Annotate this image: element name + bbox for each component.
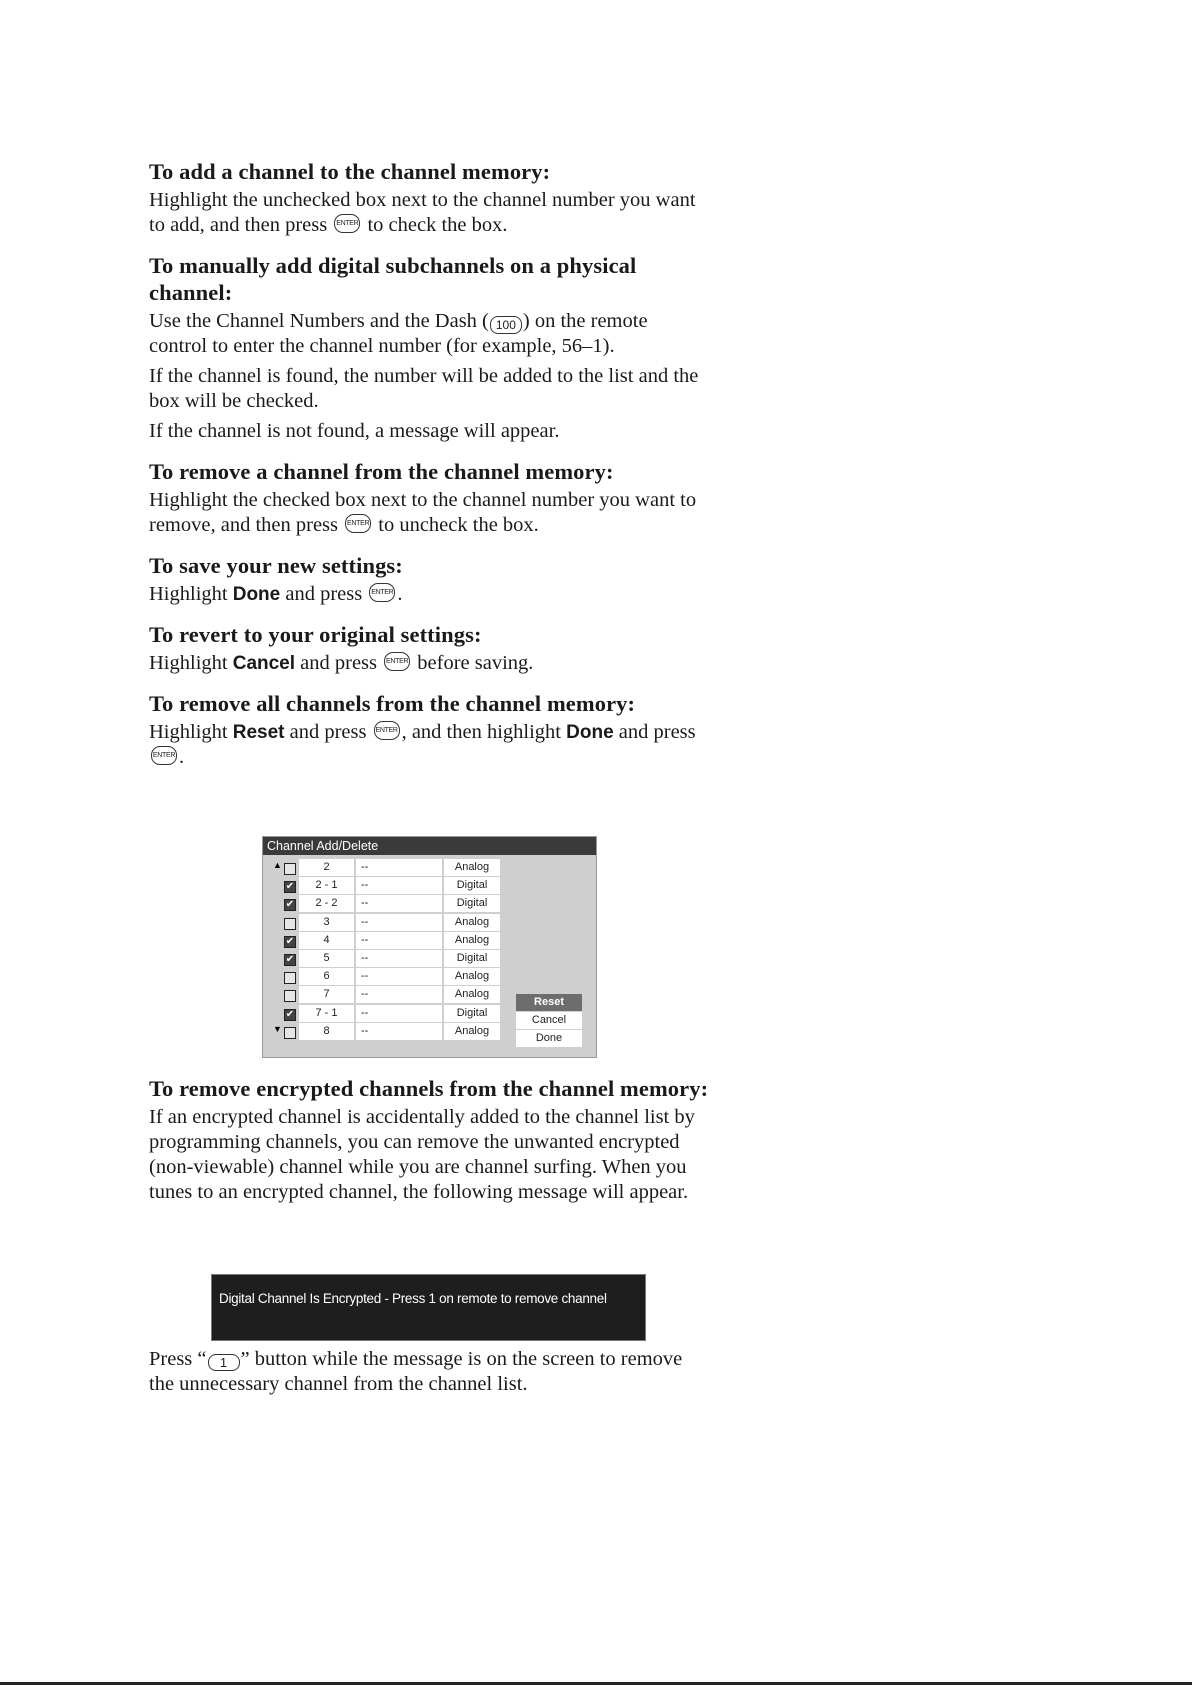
channel-row[interactable] — [263, 950, 503, 968]
channel-name: -- — [356, 1005, 442, 1022]
encrypted-section — [149, 1075, 709, 1210]
section-heading: To manually add digital subchannels on a physical channel: — [149, 253, 637, 305]
section-heading: To remove a channel from the channel memory: — [149, 459, 614, 484]
channel-number: 7 - 1 — [299, 1005, 354, 1022]
section-heading: To revert to your original settings: — [149, 622, 482, 647]
channel-name: -- — [356, 968, 442, 985]
section-heading: To remove all channels from the channel memory: — [149, 691, 636, 716]
channel-name: -- — [356, 950, 442, 967]
channel-add-delete-screen — [262, 836, 597, 1058]
channel-number: 4 — [299, 932, 354, 949]
channel-type: Digital — [444, 895, 500, 912]
channel-row[interactable] — [263, 1005, 503, 1023]
channel-checkbox[interactable]: ✔ — [285, 954, 295, 965]
section-remove-all — [149, 690, 709, 770]
scroll-up-icon[interactable]: ▲ — [273, 860, 282, 870]
channel-name: -- — [356, 1023, 442, 1040]
channel-type: Analog — [444, 986, 500, 1003]
encrypted-message-banner: Digital Channel Is Encrypted - Press 1 on remote to remove channel — [211, 1274, 646, 1341]
channel-checkbox[interactable] — [284, 972, 296, 984]
section-revert-settings — [149, 621, 709, 676]
section-body: Highlight Done and press ENTER . — [149, 583, 403, 605]
channel-type: Digital — [444, 950, 500, 967]
channel-row[interactable] — [263, 968, 503, 986]
enter-key-icon: ENTER — [374, 721, 400, 740]
channel-name: -- — [356, 877, 442, 894]
done-button[interactable]: Done — [516, 1030, 582, 1047]
channel-checkbox[interactable]: ✔ — [285, 935, 295, 947]
enter-key-icon: ENTER — [384, 652, 410, 671]
channel-name: -- — [356, 986, 442, 1003]
channel-type: Analog — [444, 859, 500, 876]
channel-checkbox[interactable]: ✔ — [285, 899, 295, 911]
channel-type: Digital — [444, 1005, 500, 1022]
channel-row[interactable] — [263, 877, 503, 895]
channel-row[interactable] — [263, 1023, 503, 1041]
channel-number: 8 — [299, 1023, 354, 1040]
section-body: If the channel is found, the number will be added to the list and the box will be checked. — [149, 365, 699, 412]
channel-number: 7 — [299, 986, 354, 1003]
section-body: Highlight the unchecked box next to the channel number you want to add, and then press ENTER to check the box. — [149, 189, 696, 236]
screen-title: Channel Add/Delete — [263, 837, 596, 855]
section-body: Highlight Reset and press ENTER , and then highlight Done and press ENTER . — [149, 721, 696, 768]
channel-name: -- — [356, 914, 442, 931]
channel-number: 6 — [299, 968, 354, 985]
channel-number: 2 - 1 — [299, 877, 354, 894]
section-heading: To add a channel to the channel memory: — [149, 159, 551, 184]
section-body: If an encrypted channel is accidentally added to the channel list by programming channels, you can remove the unwanted encrypted (non-viewable) channel while you are channel surfing. When you tunes to an encrypted channel, the following message will appear. — [149, 1106, 695, 1203]
section-body: Use the Channel Numbers and the Dash ( 100 ) on the remote control to enter the channel number (for example, 56–1). — [149, 310, 648, 357]
channel-checkbox[interactable] — [284, 863, 296, 875]
reset-button[interactable]: Reset — [516, 994, 582, 1011]
channel-row[interactable] — [263, 914, 503, 932]
channel-type: Analog — [444, 1023, 500, 1040]
channel-number: 2 — [299, 859, 354, 876]
section-add-subchannels — [149, 252, 709, 444]
enter-key-icon: ENTER — [369, 583, 395, 602]
channel-checkbox[interactable]: ✔ — [285, 1008, 295, 1020]
channel-name: -- — [356, 859, 442, 876]
channel-type: Analog — [444, 914, 500, 931]
channel-checkbox[interactable]: ✔ — [285, 881, 295, 893]
section-heading: To save your new settings: — [149, 553, 403, 578]
section-save-settings — [149, 552, 709, 607]
final-instruction — [149, 1347, 709, 1402]
section-body: Highlight the checked box next to the channel number you want to remove, and then press ENTER to uncheck the box. — [149, 489, 697, 536]
hundred-key-icon: 100 — [490, 316, 522, 334]
scroll-down-icon[interactable]: ▼ — [273, 1023, 282, 1034]
cancel-button[interactable]: Cancel — [516, 1012, 582, 1029]
section-remove-channel — [149, 458, 709, 538]
section-body: Press “ 1 ” button while the message is on the screen to remove the unnecessary channel from the channel list. — [149, 1348, 683, 1395]
enter-key-icon: ENTER — [151, 746, 177, 765]
channel-number: 3 — [299, 914, 354, 931]
channel-checkbox[interactable] — [284, 1027, 296, 1039]
channel-type: Analog — [444, 932, 500, 949]
channel-type: Digital — [444, 877, 500, 894]
channel-row[interactable] — [263, 895, 503, 913]
section-add-channel — [149, 158, 709, 238]
channel-checkbox[interactable] — [284, 918, 296, 930]
channel-row[interactable] — [263, 859, 503, 877]
enter-key-icon: ENTER — [345, 514, 371, 533]
channel-row[interactable] — [263, 932, 503, 950]
channel-number: 2 - 2 — [299, 895, 354, 912]
channel-checkbox[interactable] — [284, 990, 296, 1002]
channel-number: 5 — [299, 950, 354, 967]
enter-key-icon: ENTER — [334, 214, 360, 233]
channel-row[interactable] — [263, 986, 503, 1004]
section-body: If the channel is not found, a message will appear. — [149, 420, 560, 442]
section-body: Highlight Cancel and press ENTER before saving. — [149, 652, 534, 674]
one-key-icon: 1 — [208, 1354, 240, 1371]
manual-text-column — [149, 158, 709, 784]
channel-name: -- — [356, 932, 442, 949]
channel-name: -- — [356, 895, 442, 912]
section-heading: To remove encrypted channels from the channel memory: — [149, 1076, 709, 1101]
channel-type: Analog — [444, 968, 500, 985]
